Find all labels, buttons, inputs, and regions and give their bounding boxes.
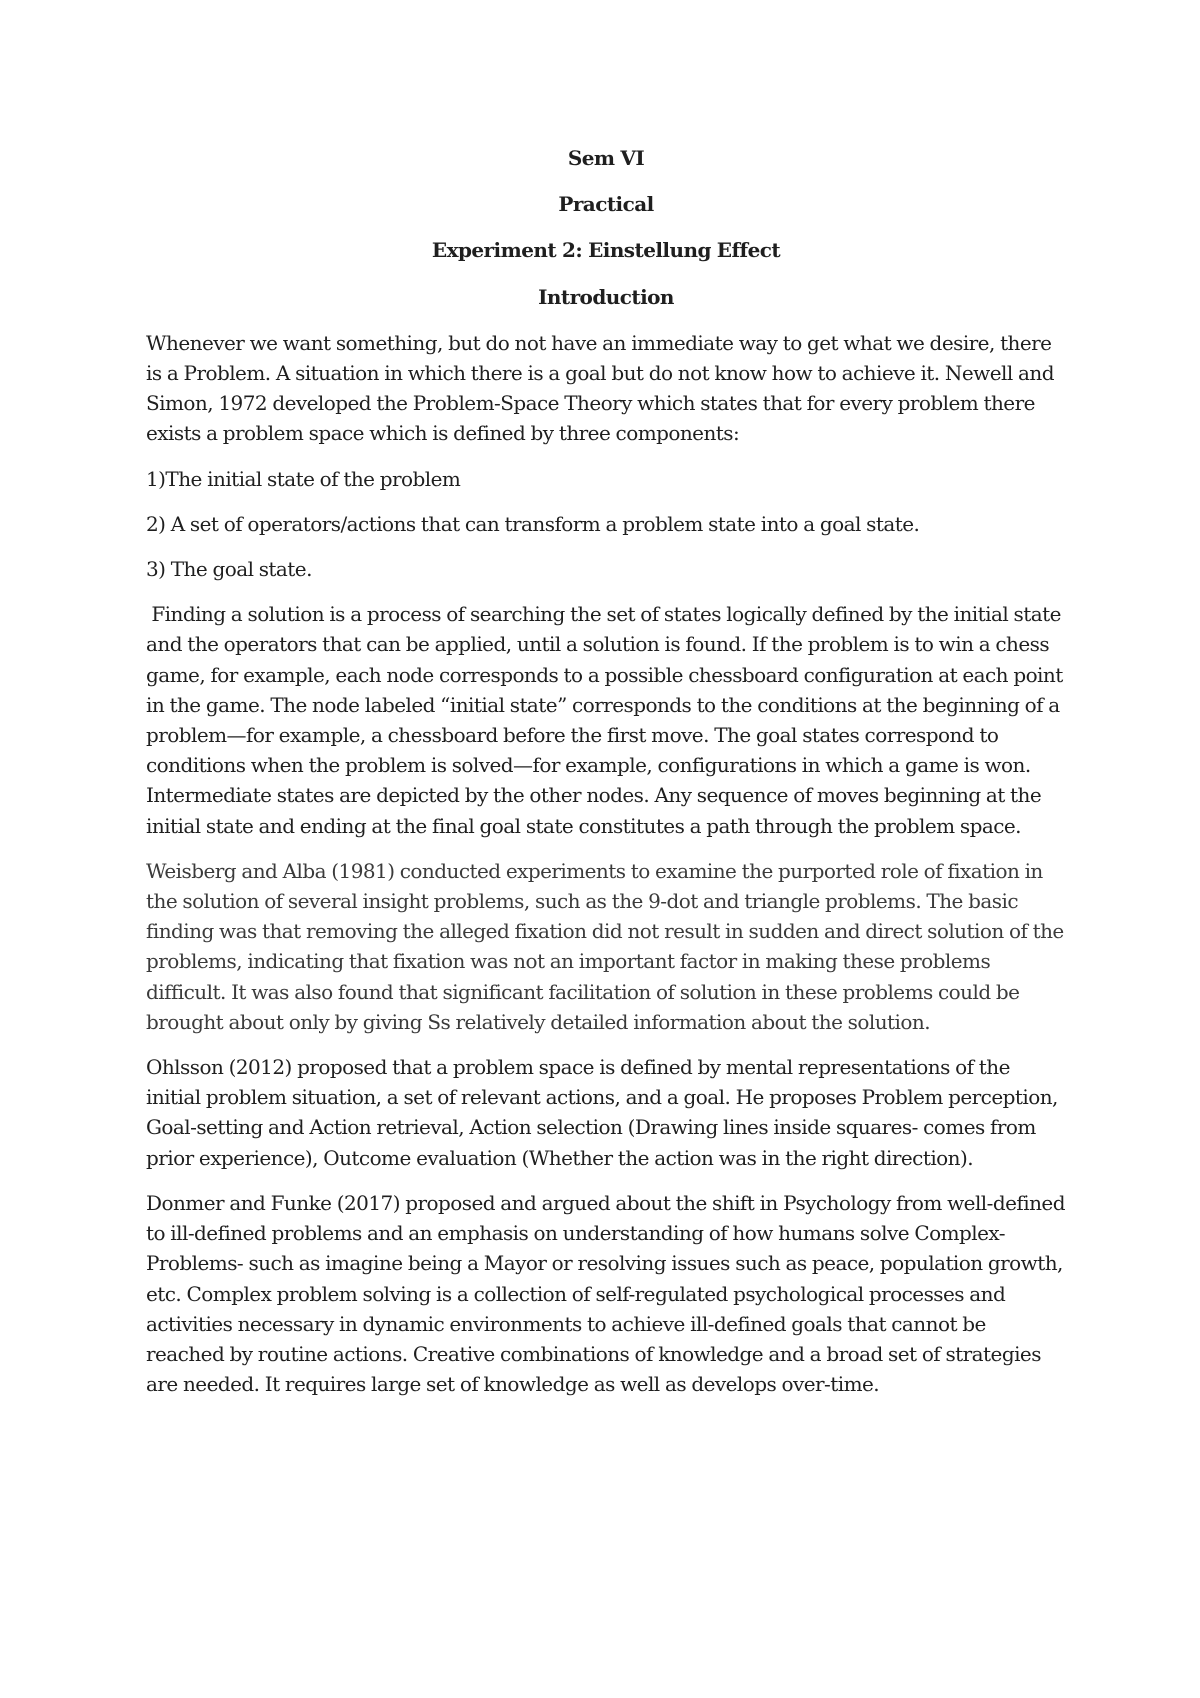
ohlsson-paragraph: Ohlsson (2012) proposed that a problem space is defined by mental representations of the initial problem situation, a set of relevant actions, and a goal. He proposes Problem perception, Goal-setting and Action retrieval, Action selection (Drawing lines inside squares- comes from prior experience), Outcome evaluation (Whether the action was in the right direction). [146,1055,1058,1170]
component-item-1: 1)The initial state of the problem [146,466,461,491]
weisberg-alba-paragraph: Weisberg and Alba (1981) conducted experiments to examine the purported role of fixation in the solution of several insight problems, such as the 9-dot and triangle problems. The basic finding was that removing the alleged fixation did not result in sudden and direct solution of the problems, indicating that fixation was not an important factor in making these problems difficult. It was also found that significant facilitation of solution in these problems could be brought about only by giving Ss relatively detailed information about the solution. [146,858,1064,1034]
document-body [146,143,1069,1414]
semester-heading: Sem VI [567,146,645,170]
experiment-title: Experiment 2: Einstellung Effect [431,238,781,263]
component-item-2: 2) A set of operators/actions that can transform a problem state into a goal state. [146,511,920,536]
practical-heading: Practical [558,192,654,217]
introduction-heading: Introduction [538,284,674,309]
problem-space-paragraph: Finding a solution is a process of searching the set of states logically defined by the initial state and the operators that can be applied, until a solution is found. If the problem is to win a chess game, for example, each node corresponds to a possible chessboard configuration at each point in the game. The node labeled “initial state” corresponds to the conditions at the beginning of a problem—for example, a chessboard before the first move. The goal states correspond to conditions when the problem is solved—for example, configurations in which a game is won. Intermediate states are depicted by the other nodes. Any sequence of moves beginning at the initial state and ending at the final goal state constitutes a path through the problem space. [146,602,1069,838]
donmer-funke-paragraph: Donmer and Funke (2017) proposed and argued about the shift in Psychology from well-defined to ill-defined problems and an emphasis on understanding of how humans solve Complex-Problems- such as imagine being a Mayor or resolving issues such as peace, population growth, etc. Complex problem solving is a collection of self-regulated psychological processes and activities necessary in dynamic environments to achieve ill-defined goals that cannot be reached by routine actions. Creative combinations of knowledge and a broad set of strategies are needed. It requires large set of knowledge as well as develops over-time. [146,1190,1065,1397]
intro-paragraph: Whenever we want something, but do not have an immediate way to get what we desire, there is a Problem. A situation in which there is a goal but do not know how to achieve it. Newell and Simon, 1972 developed the Problem-Space Theory which states that for every problem there exists a problem space which is defined by three components: [146,330,1054,446]
component-item-3: 3) The goal state. [146,557,312,582]
